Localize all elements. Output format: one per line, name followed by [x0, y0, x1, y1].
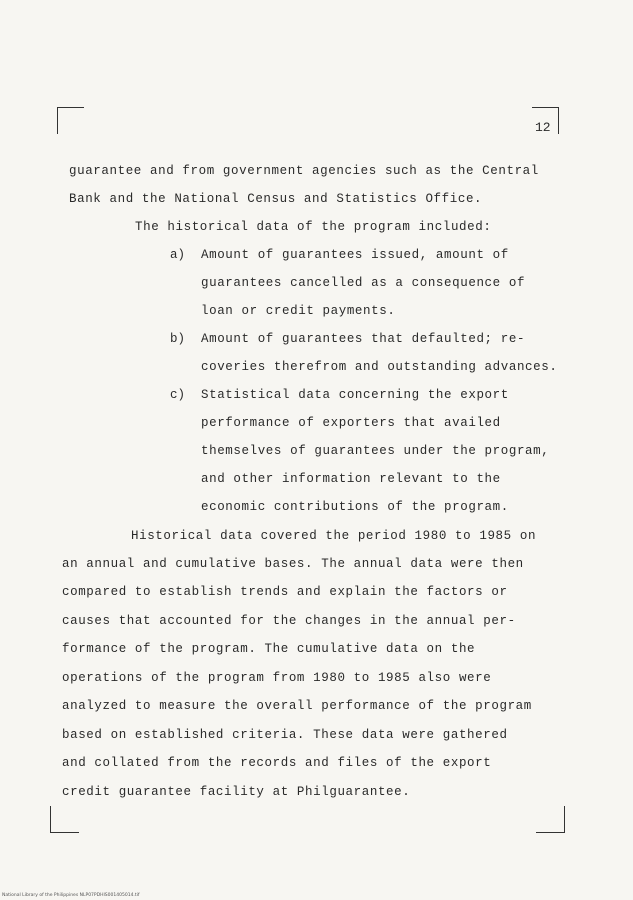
list-item-line: and other information relevant to the [201, 472, 501, 486]
paragraph-line: formance of the program. The cumulative data on the [62, 642, 476, 656]
list-item-line: themselves of guarantees under the program, [201, 444, 550, 458]
crop-mark-bottom-right [536, 806, 565, 833]
list-item-line: guarantees cancelled as a consequence of [201, 276, 526, 290]
paragraph-line: an annual and cumulative bases. The annual data were then [62, 557, 524, 571]
list-item-line: Statistical data concerning the export [201, 388, 509, 402]
paragraph-line: Historical data covered the period 1980 to 1985 on [131, 529, 537, 543]
paragraph-line: guarantee and from government agencies such as the Central [69, 164, 539, 178]
list-marker: c) [170, 388, 186, 402]
paragraph-line: based on established criteria. These data were gathered [62, 728, 508, 742]
paragraph-line: compared to establish trends and explain the factors or [62, 585, 508, 599]
list-marker: a) [170, 248, 186, 262]
paragraph-line: causes that accounted for the changes in the annual per- [62, 614, 516, 628]
crop-mark-bottom-left [50, 806, 79, 833]
paragraph-line: operations of the program from 1980 to 1985 also were [62, 671, 492, 685]
list-item-line: loan or credit payments. [201, 304, 396, 318]
list-item-line: performance of exporters that availed [201, 416, 501, 430]
paragraph-line: analyzed to measure the overall performance of the program [62, 699, 532, 713]
page-number: 12 [535, 120, 551, 135]
paragraph-line: and collated from the records and files of the export [62, 756, 492, 770]
scan-footer: National Library of the Philippines NLP07PDHIS001405014.tif [2, 893, 140, 898]
list-marker: b) [170, 332, 186, 346]
list-item-line: Amount of guarantees that defaulted; re- [201, 332, 526, 346]
section-intro: The historical data of the program included: [135, 220, 492, 234]
crop-mark-top-left [57, 107, 84, 134]
paragraph-line: Bank and the National Census and Statistics Office. [69, 192, 483, 206]
list-item-line: coveries therefrom and outstanding advances. [201, 360, 558, 374]
list-item-line: Amount of guarantees issued, amount of [201, 248, 509, 262]
paragraph-line: credit guarantee facility at Philguarantee. [62, 785, 411, 799]
list-item-line: economic contributions of the program. [201, 500, 509, 514]
